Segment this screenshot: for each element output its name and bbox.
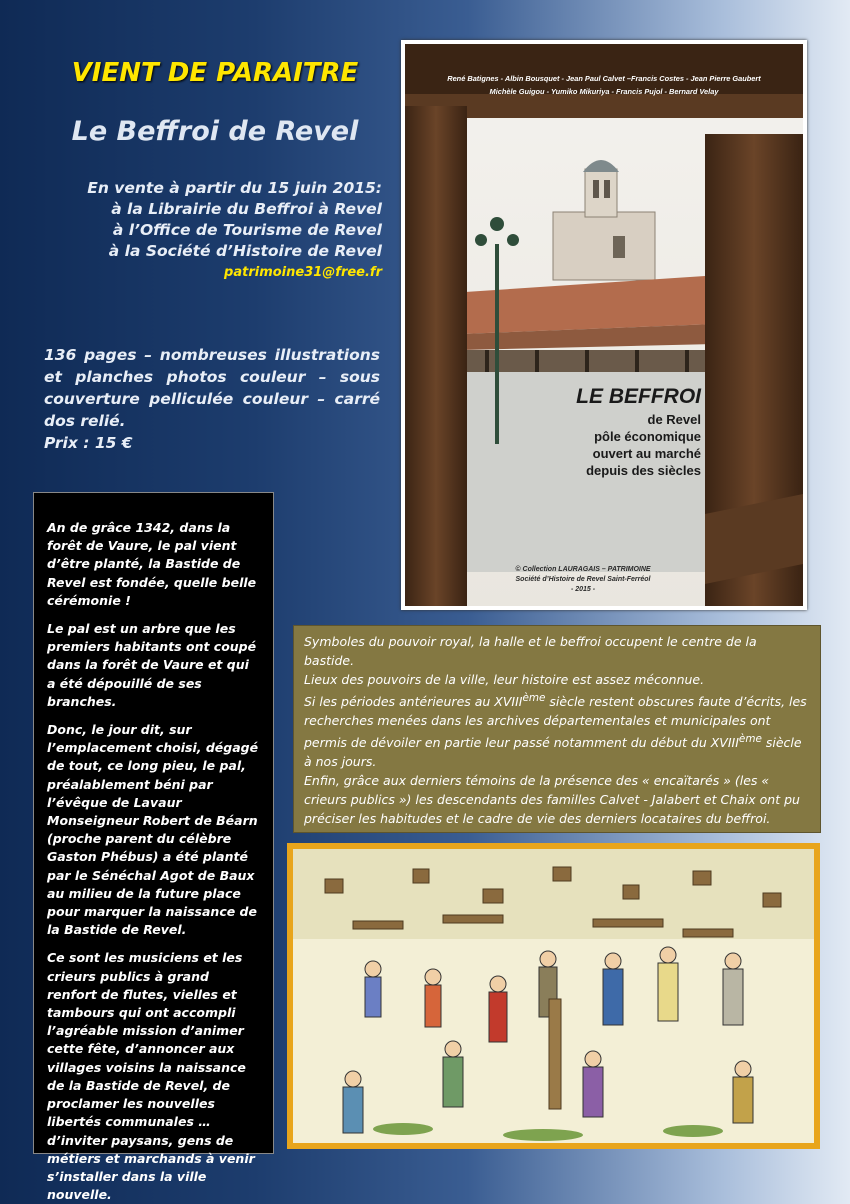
book-description: 136 pages – nombreuses illustrations et planches photos couleur – sous couverture pelliculée couleur – carré dos relié. [44,346,380,430]
summary-paragraph-3 [304,689,810,771]
summary-paragraph-1: Symboles du pouvoir royal, la halle et le beffroi occupent le centre de la bastide. [304,634,757,668]
illustration-frame [287,843,820,1149]
cover-artwork [405,44,803,606]
email-link[interactable]: patrimoine31@free.fr [224,265,382,280]
summary-p3-part-c: siècle à nos jours. [304,735,802,770]
book-title: Le Beffroi de Revel [71,116,359,147]
sale-line-date: En vente à partir du 15 juin 2015: [87,179,382,197]
sale-line-librairie: à la Librairie du Beffroi à Revel [111,200,382,218]
story-paragraph-3: Donc, le jour dit, sur l’emplacement choisi, dégagé de tout, ce long pieu, le pal, préalablement béni par l’évêque de Lavaur Monseigneur Robert de Béarn (proche parent du célèbre Gaston Phébus) a été planté par le Sénéchal Agot de Baux au milieu de la future place pour marquer la naissance de la Bastide de Revel. [47,722,259,938]
medieval-scene-illustration [293,849,814,1143]
summary-p3-part-b: siècle restent obscures faute d’écrits, les recherches menées dans les archives départementales et municipales ont permis de dévoiler en partie leur passé notamment du début du XVIII [304,694,807,751]
cover-credit-2: Société d’Histoire de Revel Saint-Ferréol [515,576,651,583]
sale-line-office: à l’Office de Tourisme de Revel [112,221,382,239]
story-box [33,492,274,1203]
cover-subtitle-3: ouvert au marché [592,446,701,461]
cover-subtitle-1: de Revel [647,412,701,427]
cover-subtitle-4: depuis des siècles [586,463,701,478]
summary-paragraph-4: Enfin, grâce aux derniers témoins de la présence des « encaïtarés » (les « crieurs publics ») les descendants des familles Calvet - Jalabert et Chaix ont pu préciser les habitudes et le cadre de vie des derniers locataires du beffroi. [304,773,800,827]
cover-credit-1: © Collection LAURAGAIS – PATRIMOINE [515,566,651,573]
summary-p3-part-a: Si les périodes antérieures au XVIII [304,694,523,710]
book-cover [401,40,807,610]
book-price: Prix : 15 € [44,434,133,452]
headline: VIENT DE PARAITRE [71,58,359,88]
summary-box [293,625,821,833]
story-paragraph-2: Le pal est un arbre que les premiers habitants ont coupé dans la forêt de Vaure et qui a été dépouillé de ses branches. [47,621,257,709]
cover-authors-line1: René Batignes - Albin Bousquet - Jean Paul Calvet –Francis Costes - Jean Pierre Gaubert [447,74,761,83]
sale-info [87,178,382,283]
sale-line-societe: à la Société d’Histoire de Revel [108,242,382,260]
cover-authors-line2: Michèle Guigou - Yumiko Mikuriya - Francis Pujol - Bernard Velay [489,87,719,96]
story-paragraph-4: Ce sont les musiciens et les crieurs publics à grand renfort de flutes, vielles et tambours qui ont accompli l’agréable mission d’animer cette fête, d’annoncer aux villages voisins la naissance de la Bastide de Revel, de proclamer les nouvelles libertés communales … d’inviter paysans, gens de métiers et marchands à venir s’installer dans la ville nouvelle. [47,950,255,1203]
cover-credit-3: - 2015 - [570,586,596,593]
cover-subtitle-2: pôle économique [594,429,701,444]
cover-title: LE BEFFROI [576,385,701,408]
summary-paragraph-2: Lieux des pouvoirs de la ville, leur histoire est assez méconnue. [304,672,705,687]
book-details [44,344,380,454]
summary-p3-sup-2: ème [738,733,762,746]
story-paragraph-1: An de grâce 1342, dans la forêt de Vaure, le pal vient d’être planté, la Bastide de Revel est fondée, quelle belle cérémonie ! [47,520,257,608]
summary-p3-sup-1: ème [522,692,546,704]
